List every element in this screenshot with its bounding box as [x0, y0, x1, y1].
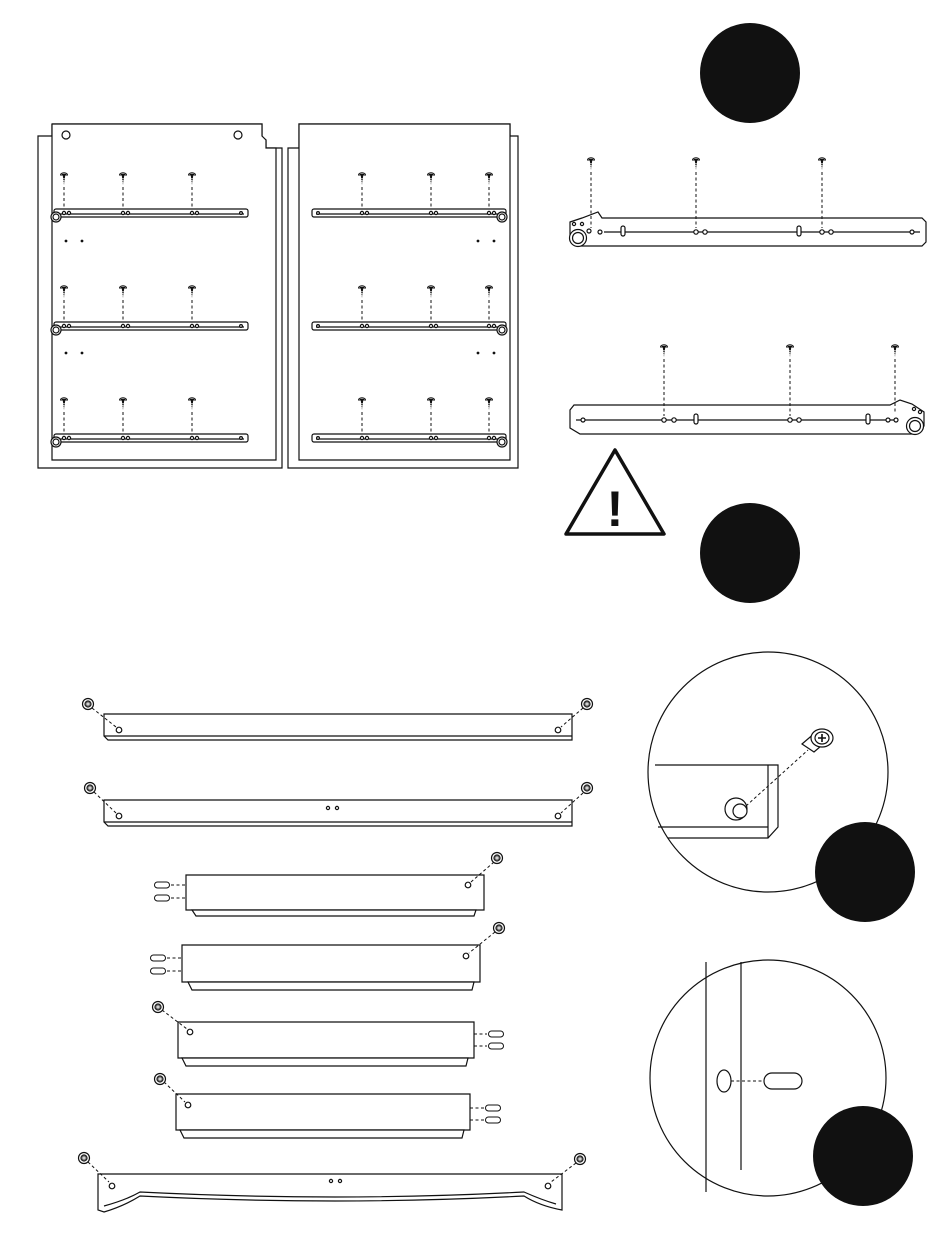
drawer-side-panel-b	[151, 923, 505, 991]
screw-icon	[693, 158, 700, 170]
cam-lock-icon	[575, 1154, 586, 1165]
cam-hole	[234, 131, 242, 139]
cam-lock-icon	[582, 699, 593, 710]
step-badge-1	[700, 23, 800, 123]
screw-icon	[661, 345, 668, 357]
wooden-dowel-icon	[151, 968, 166, 974]
screw-icon	[819, 158, 826, 170]
warning-symbol: !	[606, 481, 624, 537]
drawer-slide-rail-left-detail	[570, 158, 927, 247]
detail-cam-lock-insertion	[648, 652, 915, 922]
drawer-side-panel-c	[153, 1002, 504, 1067]
drawer-side-panel-d	[155, 1074, 501, 1139]
back-rail-middle	[85, 783, 593, 827]
back-rail-top	[83, 699, 593, 741]
screw-icon	[892, 345, 899, 357]
screw-icon	[588, 158, 595, 170]
drawer-slide-rail-right-detail	[570, 345, 924, 435]
cam-lock-icon	[85, 783, 96, 794]
right-side-panel	[288, 124, 518, 468]
cam-lock-icon	[155, 1074, 166, 1085]
warning-triangle-icon	[566, 450, 664, 537]
cam-lock-icon	[582, 783, 593, 794]
left-side-panel	[38, 124, 282, 468]
screw-icon	[787, 345, 794, 357]
curved-base-rail	[79, 1153, 586, 1213]
detail-dowel-insertion	[650, 960, 913, 1206]
drawer-side-panel-a	[155, 853, 503, 917]
cam-lock-icon	[83, 699, 94, 710]
cam-lock-icon	[79, 1153, 90, 1164]
cam-lock-icon	[153, 1002, 164, 1013]
wooden-dowel-icon	[489, 1031, 504, 1037]
cam-lock-icon	[494, 923, 505, 934]
cam-lock-icon	[492, 853, 503, 864]
step-badge-2	[700, 503, 800, 603]
cam-hole	[62, 131, 70, 139]
wooden-dowel-icon	[764, 1073, 802, 1089]
step-badge-4	[813, 1106, 913, 1206]
wooden-dowel-icon	[489, 1043, 504, 1049]
wooden-dowel-icon	[486, 1117, 501, 1123]
wooden-dowel-icon	[486, 1105, 501, 1111]
wooden-dowel-icon	[155, 895, 170, 901]
wooden-dowel-icon	[155, 882, 170, 888]
step-badge-3	[815, 822, 915, 922]
wooden-dowel-icon	[151, 955, 166, 961]
